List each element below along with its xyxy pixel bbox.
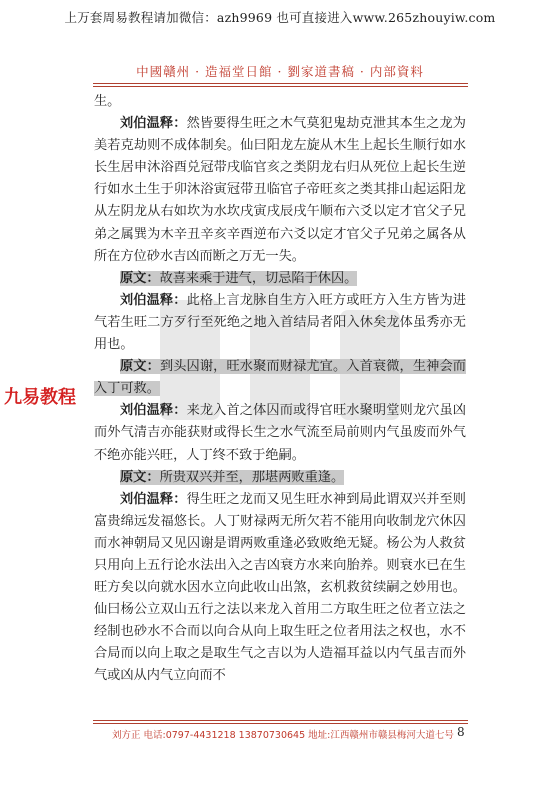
paragraph-text: 此格上言龙脉自生方入旺方或旺方入生方皆为进气若生旺二方歹行至死绝之地入首结局者阳入休矣龙体虽秀亦无用也。 bbox=[94, 292, 466, 353]
paragraph bbox=[94, 113, 466, 268]
quote-paragraph bbox=[94, 467, 466, 489]
paragraph-label: 刘伯温释： bbox=[120, 116, 187, 132]
paragraph-label: 刘伯温释： bbox=[120, 292, 187, 308]
paragraph bbox=[94, 489, 466, 688]
top-promo-note: 上万套周易教程请加微信：azh9969 也可直接进入www.265zhouyiw.com bbox=[64, 10, 496, 25]
paragraph-text: 所贵双兴并至，那堪两败重逢。 bbox=[159, 469, 345, 485]
paragraph bbox=[94, 91, 466, 113]
paragraph-label: 原文： bbox=[120, 270, 160, 286]
document-body bbox=[94, 91, 466, 688]
footer-rule bbox=[93, 720, 468, 724]
paragraph-label: 刘伯温释： bbox=[120, 491, 187, 507]
page-number: 8 bbox=[457, 725, 465, 739]
paragraph-label: 刘伯温释： bbox=[120, 403, 187, 419]
quote-paragraph bbox=[94, 268, 466, 290]
paragraph-text: 故喜来乘于进气，切忌陷于休囚。 bbox=[159, 270, 358, 286]
paragraph-label: 原文： bbox=[120, 359, 160, 375]
paragraph-text: 然皆要得生旺之木气莫犯鬼劫克泄其本生之龙为美若克劫则不成体制矣。仙曰阳龙左旋从木生上起长生顺行如水长生居申沐浴酉兑冠带戌临官亥之类阴龙右归从死位上起长生逆行如水土生于卯沐浴寅冠带丑临官子帝旺亥之类其排山起运阳龙从左阴龙从右如坎为水坎戌寅戌辰戌午顺布六爻以定才官父子兄弟之属巽为木辛丑辛亥辛酉逆布六爻以定才官父子兄弟之属各从所在方位砂水吉凶而断之万无一失。 bbox=[94, 116, 466, 264]
paragraph-text: 得生旺之龙而又见生旺水神到局此谓双兴并至则富贵绵远发福悠长。人丁财禄两无所欠若不能用向收制龙穴休囚而水神朝局又见囚谢是谓两败重逢必致败绝无疑。杨公为人救贫只用向上五行论水法出入之吉凶衰方水来向胎养。则衰水已在生旺方矣以向就水因水立向此收山出煞，玄机救贫续嗣之妙用也。仙曰杨公立双山五行之法以来龙入首用二方取生旺之位者立法之经制也砂水不合而以向合从向上取生旺之位者用法之权也，水不合局而以向上取之是取生气之吉以为人造福耳益以内气虽吉而外气或凶从内气立向而不 bbox=[94, 491, 466, 684]
paragraph-text: 来龙入首之体囚而或得官旺水聚明堂则龙穴虽凶而外气清吉亦能获财或得长生之水气流至局前则内气虽废而外气不绝亦能兴旺，人丁终不致于绝嗣。 bbox=[94, 403, 466, 463]
paragraph bbox=[94, 400, 466, 466]
paragraph bbox=[94, 290, 466, 356]
side-brand-label: 九易教程 bbox=[4, 387, 76, 408]
footer-contact: 刘方正 电话:0797-4431218 13870730645 地址:江西赣州市赣县梅河大道七号 bbox=[112, 730, 454, 741]
paragraph-text: 到头囚谢，旺水聚而财禄尤宜。入首衰微，生神会而入丁可救。 bbox=[94, 359, 466, 397]
header-rule bbox=[93, 83, 468, 87]
page-header-title: 中國贛州 · 造福堂日館 · 劉家道書稿 · 内部資料 bbox=[136, 64, 424, 79]
paragraph-label: 原文： bbox=[120, 469, 160, 485]
paragraph-text: 生。 bbox=[94, 94, 121, 109]
quote-paragraph bbox=[94, 356, 466, 400]
